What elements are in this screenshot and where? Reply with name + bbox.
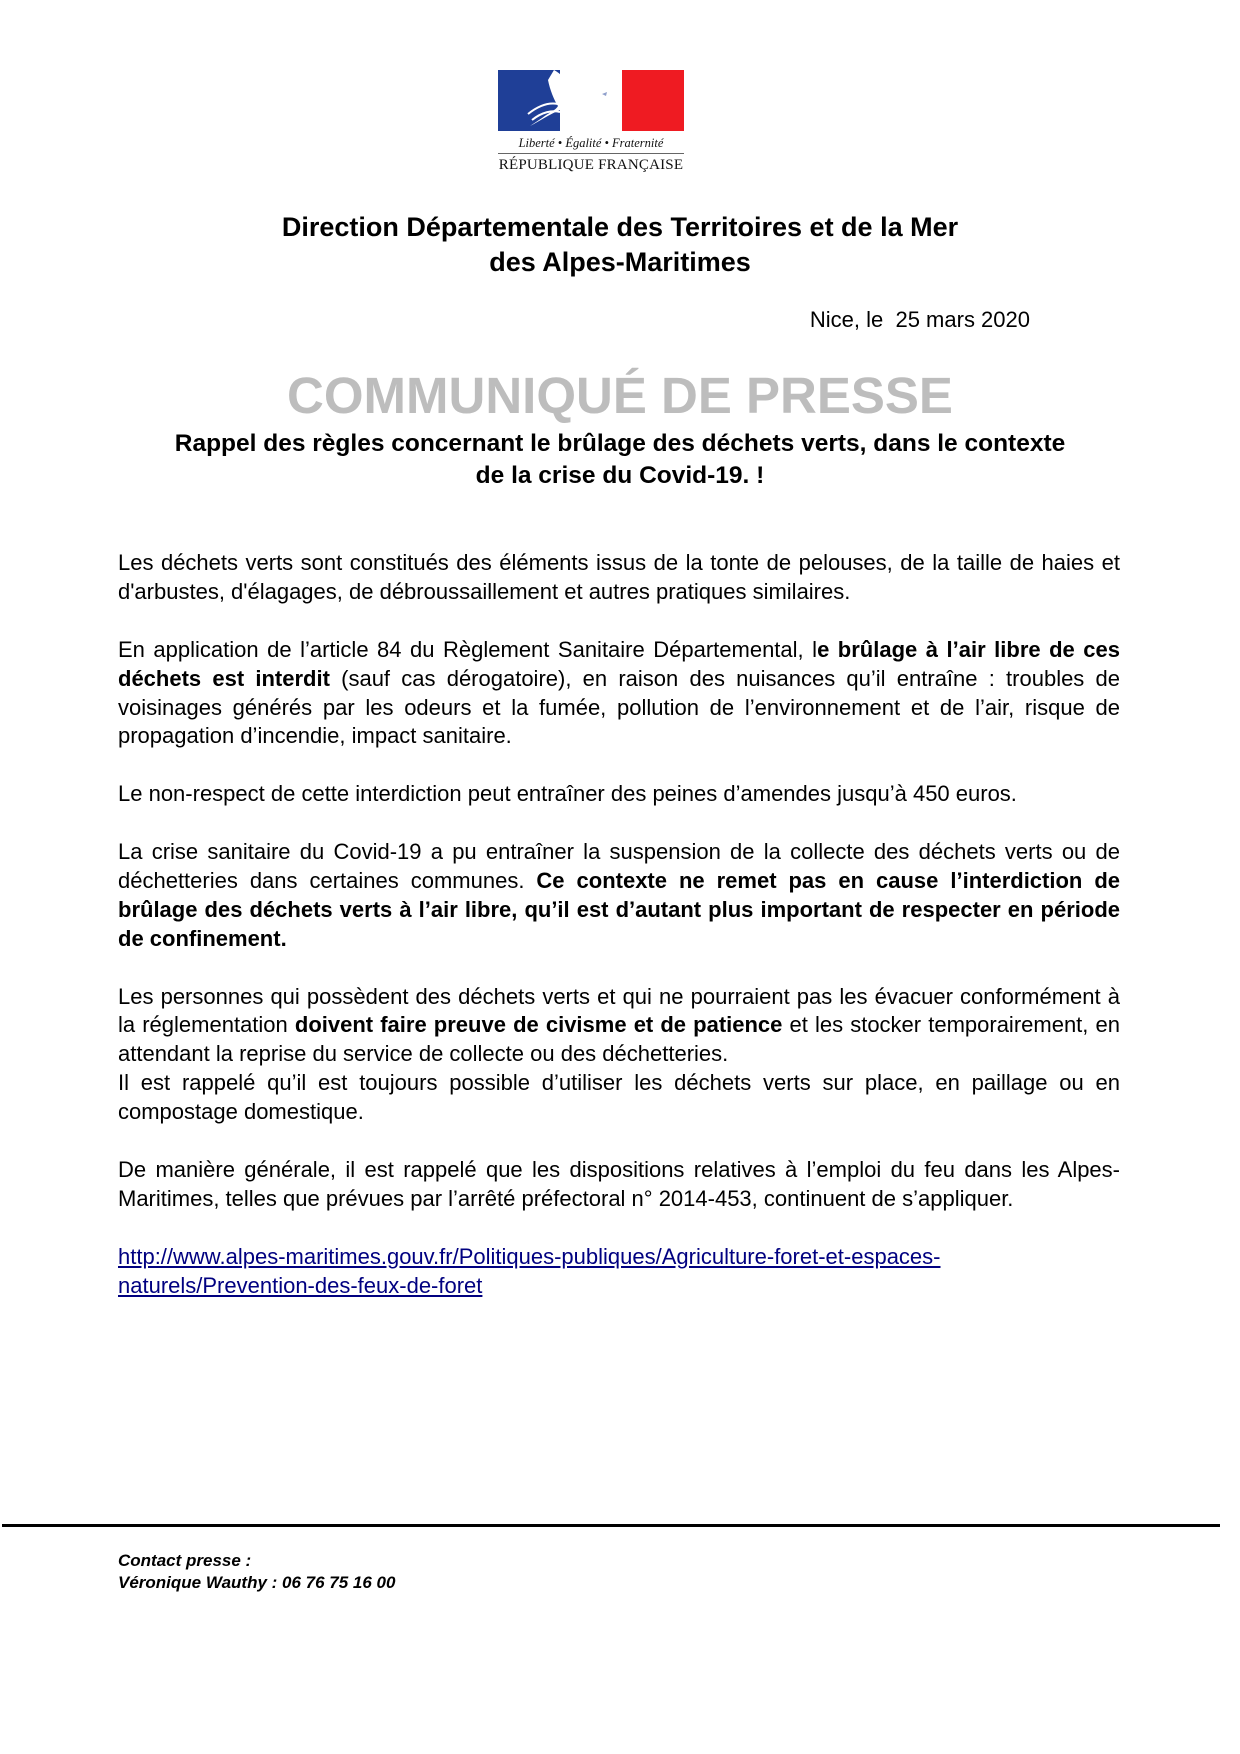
footer-divider bbox=[2, 1524, 1220, 1527]
subtitle-line2: de la crise du Covid-19. ! bbox=[475, 462, 765, 489]
storage-emphasis: doivent faire preuve de civisme et de patience bbox=[294, 1012, 783, 1038]
republique-francaise-logo bbox=[498, 70, 684, 180]
regulation-emphasis: e brûlage à l’air libre de ces déchets est interdit bbox=[118, 636, 1121, 691]
press-contact-person: Véronique Wauthy : 06 76 75 16 00 bbox=[118, 1573, 396, 1592]
covid-context-text: La crise sanitaire du Covid-19 a pu entraîner la suspension de la collecte des déchets verts ou de déchetteries dans certaines communes. bbox=[118, 839, 1120, 893]
covid-context-emphasis: Ce contexte ne remet pas en cause l’interdiction de brûlage des déchets verts à l’air libre, qu’il est d’autant plus important de respecter en période de confinement. bbox=[118, 867, 1120, 951]
republic-motto: Liberté • Égalité • Fraternité bbox=[518, 136, 664, 150]
regulation-text-start: En application de l’article 84 du Règlement Sanitaire Départemental, l bbox=[118, 636, 818, 662]
paragraph-fire-regulation: De manière générale, il est rappelé que les dispositions relatives à l’emploi du feu dans les Alpes-Maritimes, telles que prévues par l’arrêté préfectoral n° 2014-453, continuent de s’appliquer. bbox=[118, 1156, 1120, 1211]
place-date: Nice, le 25 mars 2020 bbox=[809, 307, 1030, 332]
paragraph-regulation bbox=[118, 636, 1120, 752]
subtitle-line1: Rappel des règles concernant le brûlage des déchets verts, dans le contexte bbox=[174, 430, 1066, 457]
prevention-feux-link-line1[interactable]: http://www.alpes-maritimes.gouv.fr/Politiques-publiques/Agriculture-foret-et-espaces- bbox=[118, 1243, 941, 1269]
press-release-body bbox=[118, 549, 1120, 1300]
reference-link-block bbox=[118, 1243, 1120, 1301]
paragraph-covid-context bbox=[118, 838, 1120, 954]
regulation-text-end: (sauf cas dérogatoire), en raison des nuisances qu’il entraîne : troubles de voisinages générés par les odeurs et la fumée, pollution de l’environnement et de l’air, risque de propagation d’incendie, impact sanitaire. bbox=[118, 665, 1120, 749]
paragraph-penalty: Le non-respect de cette interdiction peut entraîner des peines d’amendes jusqu’à 450 euros. bbox=[118, 781, 1017, 807]
paragraph-definition: Les déchets verts sont constitués des éléments issus de la tonte de pelouses, de la taille de haies et d'arbustes, d'élagages, de débroussaillement et autres pratiques similaires. bbox=[118, 550, 1120, 604]
storage-text-start: Les personnes qui possèdent des déchets verts et qui ne pourraient pas les évacuer conformément à la réglementation bbox=[118, 983, 1120, 1038]
paragraph-storage bbox=[118, 983, 1120, 1070]
press-release-title: COMMUNIQUÉ DE PRESSE bbox=[287, 367, 953, 424]
prevention-feux-link-line2[interactable]: naturels/Prevention-des-feux-de-foret bbox=[118, 1272, 483, 1298]
organization-name-line2: des Alpes-Maritimes bbox=[489, 247, 751, 277]
storage-text-end: et les stocker temporairement, en attendant la reprise du service de collecte ou des déchetteries. bbox=[118, 1012, 1120, 1067]
press-contact-label: Contact presse : bbox=[118, 1551, 252, 1570]
republique-francaise-label: RÉPUBLIQUE FRANÇAISE bbox=[498, 157, 684, 173]
logo-divider bbox=[498, 153, 684, 154]
press-contact bbox=[118, 1550, 395, 1594]
organization-name-line1: Direction Départementale des Territoires et de la Mer bbox=[281, 212, 959, 242]
paragraph-composting: Il est rappelé qu’il est toujours possible d’utiliser les déchets verts sur place, en paillage ou en compostage domestique. bbox=[118, 1070, 1120, 1125]
marianne-profile-icon bbox=[498, 70, 684, 131]
